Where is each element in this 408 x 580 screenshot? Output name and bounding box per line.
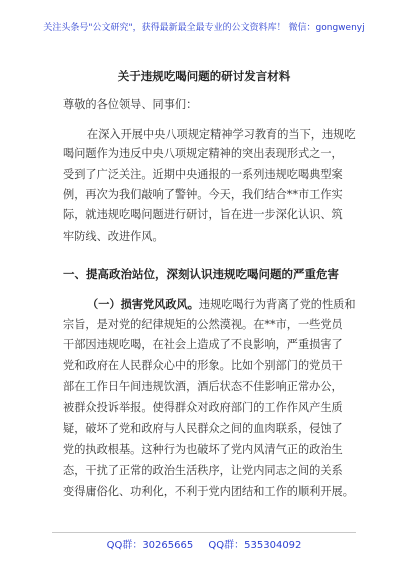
body-line: 宗旨，是对党的纪律规矩的公然漠视。在**市，一些党员	[63, 318, 343, 331]
footer-divider	[52, 532, 356, 533]
document-title: 关于违规吃喝问题的研讨发言材料	[117, 69, 291, 83]
header-banner: 关注头条号"公文研究"，获得最新最全最专业的公文资料库！ 微信：gongwenyj	[43, 23, 365, 33]
subsection-label: （一）损害党风政风。	[87, 297, 199, 311]
footer	[0, 536, 408, 551]
intro-line: 受到了广泛关注。近期中央通报的一系列违规吃喝典型案	[63, 168, 343, 181]
body-line: 被群众投诉举报。使得群众对政府部门的工作作风产生质	[63, 401, 343, 414]
intro-line: 在深入开展中央八项规定精神学习教育的当下，违规吃	[87, 128, 356, 141]
body-line: 疑，破坏了党和政府与人民群众之间的血肉联系，侵蚀了	[63, 422, 343, 435]
body-line: 变得庸俗化、功利化，不利于党内团结和工作的顺利开展。	[63, 485, 354, 498]
section-heading: 一、提高政治站位，深刻认识违规吃喝问题的严重危害	[63, 267, 339, 281]
body-line: 党和政府在人民群众心中的形象。比如个别部门的党员干	[63, 359, 343, 372]
salutation: 尊敬的各位领导、同事们：	[63, 98, 198, 111]
body-line: 态，干扰了正常的政治生活秩序，让党内同志之间的关系	[63, 464, 343, 477]
subsection-first-line	[87, 296, 356, 313]
intro-line: 喝问题作为违反中央八项规定精神的突出表现形式之一，	[63, 147, 343, 160]
subsection-text: 违规吃喝行为背离了党的性质和	[198, 298, 356, 311]
qq-group-2: QQ群：535304092	[208, 540, 302, 551]
intro-line: 际，就违规吃喝问题进行研讨，旨在进一步深化认识、筑	[63, 208, 343, 221]
intro-line: 例，再次为我们敲响了警钟。今天，我们结合**市工作实	[63, 188, 343, 201]
body-line: 干部因违规吃喝，在社会上造成了不良影响，严重损害了	[63, 338, 343, 351]
intro-line: 牢防线、改进作风。	[63, 230, 164, 243]
body-line: 党的执政根基。这种行为也破坏了党内风清气正的政治生	[63, 443, 343, 456]
qq-group-1: QQ群：30265665	[106, 540, 194, 551]
body-line: 部在工作日午间违规饮酒，酒后状态不佳影响正常办公，	[63, 380, 343, 393]
